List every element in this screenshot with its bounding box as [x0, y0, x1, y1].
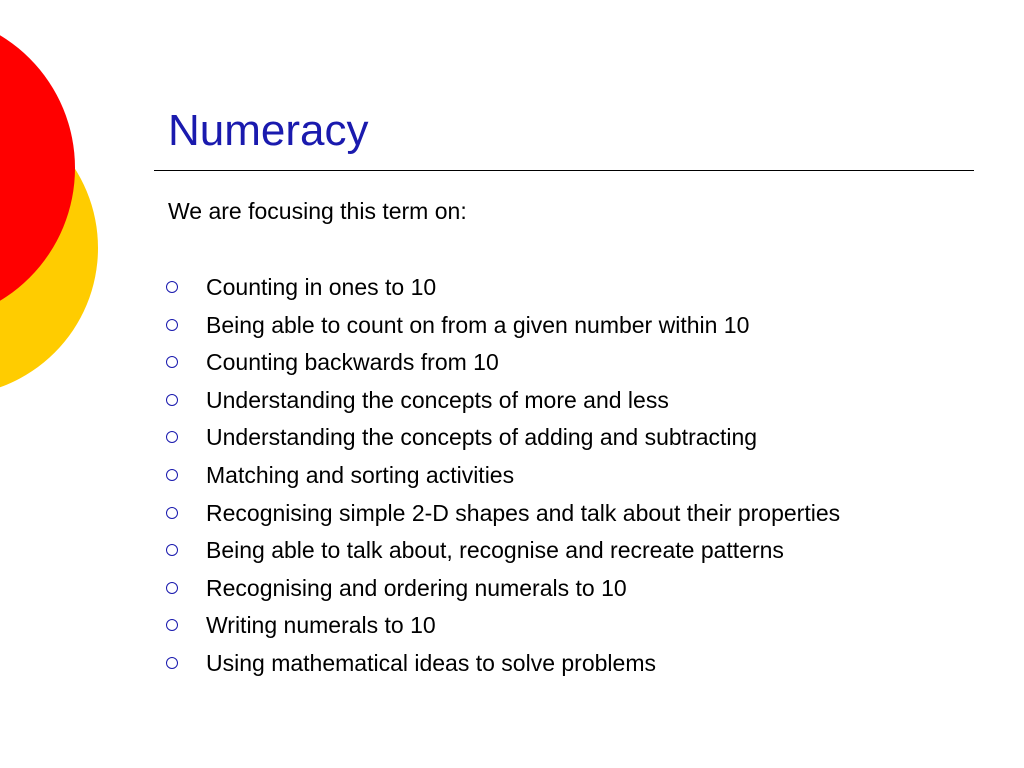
list-item-text: Understanding the concepts of more and less — [206, 386, 669, 413]
circle-bullet-icon — [166, 619, 178, 631]
title-divider — [154, 170, 974, 171]
circle-bullet-icon — [166, 582, 178, 594]
circle-bullet-icon — [166, 319, 178, 331]
circle-bullet-icon — [166, 356, 178, 368]
list-item-text: Using mathematical ideas to solve problems — [206, 649, 656, 676]
list-item-text: Writing numerals to 10 — [206, 612, 436, 639]
list-item-text: Being able to count on from a given number within 10 — [206, 311, 750, 338]
intro-text: We are focusing this term on: — [168, 198, 467, 224]
list-item-text: Counting in ones to 10 — [206, 274, 437, 300]
list-item-text: Matching and sorting activities — [206, 461, 515, 488]
circle-bullet-icon — [166, 469, 178, 481]
circle-bullet-icon — [166, 657, 178, 669]
circle-bullet-icon — [166, 507, 178, 519]
decorative-circles — [0, 0, 110, 420]
list-item-text: Understanding the concepts of adding and subtracting — [206, 424, 758, 451]
list-item-text: Recognising and ordering numerals to 10 — [206, 574, 627, 601]
circle-bullet-icon — [166, 281, 178, 293]
list-item-text: Recognising simple 2-D shapes and talk about their properties — [206, 499, 841, 526]
circle-bullet-icon — [166, 431, 178, 443]
circle-bullet-icon — [166, 544, 178, 556]
list-item-text: Being able to talk about, recognise and recreate patterns — [206, 537, 784, 564]
slide-title: Numeracy — [168, 106, 369, 155]
circle-bullet-icon — [166, 394, 178, 406]
list-item-text: Counting backwards from 10 — [206, 349, 499, 376]
